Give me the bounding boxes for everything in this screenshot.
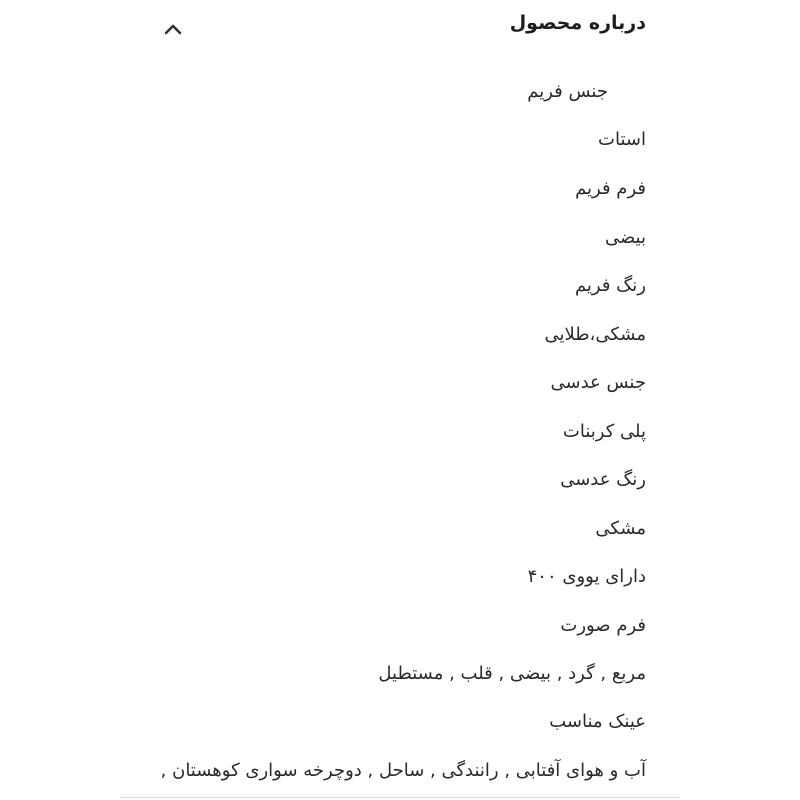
spec-label-suitable-for: عینک مناسب (549, 711, 646, 732)
spec-value-face-shape: مربع , گرد , بیضی , قلب , مستطیل (378, 663, 646, 684)
section-title: درباره محصول (509, 12, 646, 34)
spec-value-frame-color: مشکی،طلایی (544, 324, 646, 345)
spec-label-face-shape: فرم صورت (560, 615, 646, 636)
spec-value-lens-material: پلی کربنات (562, 421, 646, 442)
spec-label-frame-color: رنگ فریم (574, 275, 646, 296)
spec-label-frame-material: جنس فریم (527, 81, 608, 102)
spec-label-lens-color: رنگ عدسی (560, 469, 646, 490)
spec-value-frame-shape: بیضی (604, 227, 646, 248)
spec-label-lens-material: جنس عدسی (550, 372, 646, 393)
spec-label-uv400: دارای یووی ۴۰۰ (527, 566, 646, 587)
product-about-panel (120, 0, 648, 800)
spec-label-frame-shape: فرم فریم (575, 178, 646, 199)
spec-value-lens-color: مشکی (595, 518, 646, 539)
spec-value-frame-material: استات (598, 129, 646, 150)
bottom-divider (120, 797, 680, 798)
spec-value-suitable-for: آب و هوای آفتابی , رانندگی , ساحل , دوچرخه سواری کوهستان , (160, 760, 646, 781)
spec-list (120, 0, 648, 800)
